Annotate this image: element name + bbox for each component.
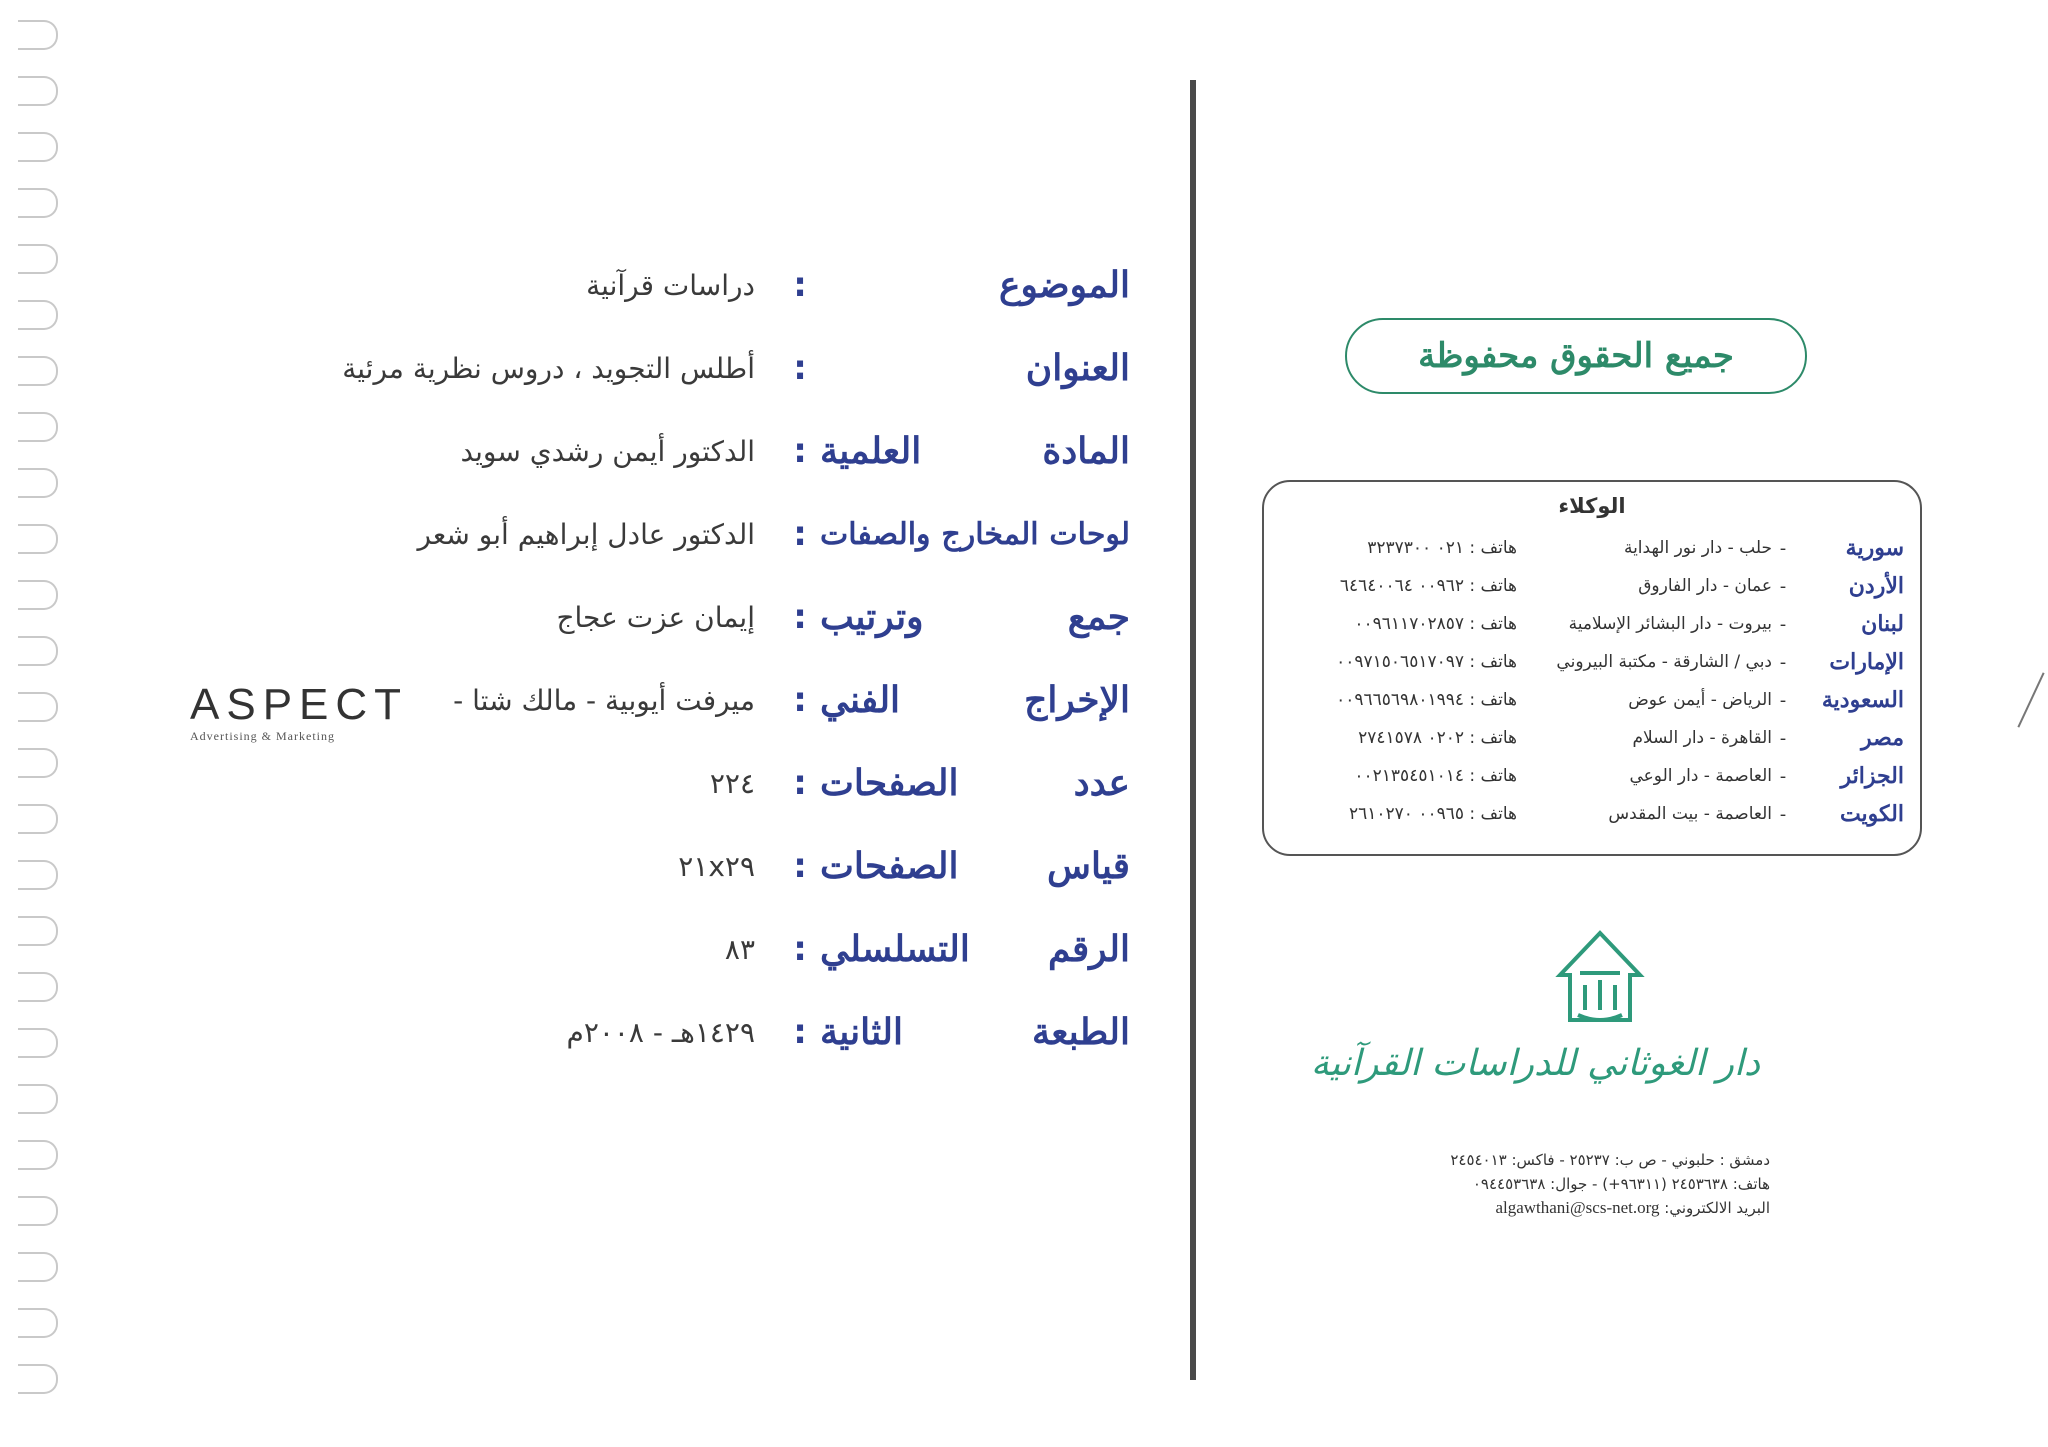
- info-row-scientific-material: [170, 421, 1130, 481]
- info-row-edition: [170, 1002, 1130, 1062]
- binding-ring: [18, 412, 58, 442]
- agent-detail: دبي / الشارقة - مكتبة البيروني: [1556, 652, 1772, 672]
- binding-ring: [18, 1196, 58, 1226]
- binding-ring: [18, 1252, 58, 1282]
- info-colon: :: [793, 431, 807, 471]
- agent-separator: -: [1779, 651, 1787, 673]
- info-label: الرقم التسلسلي: [820, 928, 1130, 970]
- binding-ring: [18, 860, 58, 890]
- agent-separator: -: [1779, 537, 1787, 559]
- binding-ring: [18, 580, 58, 610]
- agent-row: [1284, 758, 1904, 794]
- binding-ring: [18, 468, 58, 498]
- agent-detail: العاصمة - دار الوعي: [1629, 766, 1772, 786]
- agent-detail: بيروت - دار البشائر الإسلامية: [1568, 614, 1772, 634]
- binding-ring: [18, 188, 58, 218]
- info-colon: :: [793, 763, 807, 803]
- info-colon: :: [793, 929, 807, 969]
- binding-ring: [18, 356, 58, 386]
- info-label: الطبعة الثانية: [820, 1011, 1130, 1053]
- info-colon: :: [793, 680, 807, 720]
- agents-box: [1262, 480, 1922, 856]
- info-value: إيمان عزت عجاج: [556, 600, 755, 634]
- binding-ring: [18, 1364, 58, 1394]
- binding-ring: [18, 1140, 58, 1170]
- info-value: ١٤٢٩هـ - ٢٠٠٨م: [566, 1015, 755, 1049]
- aspect-logo: [190, 680, 409, 743]
- agent-detail: العاصمة - بيت المقدس: [1608, 804, 1772, 824]
- binding-ring: [18, 20, 58, 50]
- info-colon: :: [793, 597, 807, 637]
- info-value: الدكتور عادل إبراهيم أبو شعر: [417, 517, 755, 551]
- agent-phone: هاتف : ٠٠٩٦١١٧٠٢٨٥٧: [1354, 614, 1517, 634]
- publisher-contact: [1380, 1148, 1770, 1220]
- agent-country: الأردن: [1848, 573, 1904, 599]
- agent-row: [1284, 568, 1904, 604]
- agent-detail: عمان - دار الفاروق: [1638, 576, 1772, 596]
- binding-ring: [18, 804, 58, 834]
- agent-row: [1284, 606, 1904, 642]
- info-value: الدكتور أيمن رشدي سويد: [460, 434, 755, 468]
- info-row-page-count: [170, 753, 1130, 813]
- agent-row: [1284, 644, 1904, 680]
- page-edge-mark: [2017, 672, 2044, 727]
- agent-phone: هاتف : ٠٠٩٦٦٥٦٩٨٠١٩٩٤: [1336, 690, 1517, 710]
- info-label: لوحات المخارج والصفات: [820, 516, 1130, 552]
- info-row-compilation: [170, 587, 1130, 647]
- agent-country: مصر: [1860, 725, 1904, 751]
- contact-email: algawthani@scs-net.org: [1495, 1198, 1660, 1217]
- info-label: العنوان: [1025, 347, 1130, 389]
- rights-reserved-box: [1345, 318, 1807, 394]
- info-colon: :: [793, 514, 807, 554]
- contact-phone: هاتف: ٢٤٥٣٦٣٨ (٩٦٣١١+) - جوال: ٠٩٤٤٥٣٦٣٨: [1472, 1175, 1770, 1193]
- info-row-title: [170, 338, 1130, 398]
- agent-separator: -: [1779, 689, 1787, 711]
- agent-detail: القاهرة - دار السلام: [1632, 728, 1772, 748]
- info-label: عدد الصفحات: [820, 762, 1130, 804]
- agent-separator: -: [1779, 727, 1787, 749]
- agent-phone: هاتف : ٠٠٩٦٥ ٢٦١٠٢٧٠: [1349, 804, 1517, 824]
- binding-ring: [18, 524, 58, 554]
- info-row-serial-number: [170, 919, 1130, 979]
- info-label: قياس الصفحات: [820, 845, 1130, 887]
- contact-address: دمشق : حلبوني - ص ب: ٢٥٢٣٧ - فاكس: ٢٤٥٤٠١٣: [1450, 1151, 1770, 1169]
- publisher-name: دار الغوثاني للدراسات القرآنية: [1310, 1043, 1760, 1084]
- info-colon: :: [793, 846, 807, 886]
- binding-ring: [18, 1028, 58, 1058]
- agent-phone: هاتف : ٠٢١ ٣٢٣٧٣٠٠: [1367, 538, 1517, 558]
- info-row-page-size: [170, 836, 1130, 896]
- info-value: ٢٢٤: [709, 766, 755, 800]
- agent-separator: -: [1779, 575, 1787, 597]
- binding-ring: [18, 132, 58, 162]
- agent-country: سورية: [1845, 535, 1904, 561]
- info-label: الإخراج الفني: [820, 679, 1130, 721]
- agent-separator: -: [1779, 803, 1787, 825]
- binding-ring: [18, 244, 58, 274]
- binding-ring: [18, 300, 58, 330]
- publisher-emblem-icon: [1440, 925, 1760, 1043]
- binding-ring: [18, 636, 58, 666]
- page-divider: [1190, 80, 1196, 1380]
- binding-ring: [18, 916, 58, 946]
- agent-country: السعودية: [1821, 687, 1904, 713]
- agent-row: [1284, 720, 1904, 756]
- info-row-illustrations: [170, 504, 1130, 564]
- agent-row: [1284, 682, 1904, 718]
- agent-phone: هاتف : ٠٢٠٢ ٢٧٤١٥٧٨: [1358, 728, 1517, 748]
- agent-country: الكويت: [1839, 801, 1904, 827]
- agent-country: لبنان: [1861, 611, 1904, 637]
- binding-ring: [18, 972, 58, 1002]
- binding-ring: [18, 692, 58, 722]
- binding-ring: [18, 1084, 58, 1114]
- spiral-binding: [18, 20, 68, 1440]
- binding-ring: [18, 76, 58, 106]
- agent-country: الجزائر: [1840, 763, 1904, 789]
- info-colon: :: [793, 265, 807, 305]
- publisher-logo: [1310, 925, 1760, 1135]
- info-colon: :: [793, 348, 807, 388]
- contact-email-label: البريد الالكتروني:: [1664, 1199, 1770, 1217]
- agent-separator: -: [1779, 613, 1787, 635]
- info-value: دراسات قرآنية: [586, 268, 755, 302]
- binding-ring: [18, 1308, 58, 1338]
- info-label: الموضوع: [998, 264, 1130, 306]
- agent-phone: هاتف : ٠٠٩٦٢ ٦٤٦٤٠٠٦٤: [1339, 576, 1517, 596]
- agent-country: الإمارات: [1829, 649, 1904, 675]
- rights-reserved-text: جميع الحقوق محفوظة: [1418, 336, 1734, 376]
- agents-title: الوكلاء: [1558, 494, 1626, 518]
- agent-separator: -: [1779, 765, 1787, 787]
- agent-detail: الرياض - أيمن عوض: [1628, 690, 1772, 710]
- info-label: جمع وترتيب: [820, 596, 1130, 638]
- info-value: ٨٣: [724, 932, 755, 966]
- info-value: أطلس التجويد ، دروس نظرية مرئية: [342, 351, 755, 385]
- contact-email-row: [1380, 1196, 1770, 1220]
- info-value: ٢١x٢٩: [678, 849, 755, 883]
- agent-phone: هاتف : ٠٠٩٧١٥٠٦٥١٧٠٩٧: [1336, 652, 1517, 672]
- info-row-subject: [170, 255, 1130, 315]
- info-label: المادة العلمية: [820, 430, 1130, 472]
- agent-row: [1284, 530, 1904, 566]
- aspect-logo-main: ASPECT: [190, 680, 409, 729]
- info-value: ميرفت أيوبية - مالك شتا -: [453, 683, 755, 717]
- agent-row: [1284, 796, 1904, 832]
- agent-detail: حلب - دار نور الهداية: [1623, 538, 1772, 558]
- agent-phone: هاتف : ٠٠٢١٣٥٤٥١٠١٤: [1354, 766, 1517, 786]
- aspect-logo-sub: Advertising & Marketing: [190, 729, 335, 743]
- binding-ring: [18, 748, 58, 778]
- info-colon: :: [793, 1012, 807, 1052]
